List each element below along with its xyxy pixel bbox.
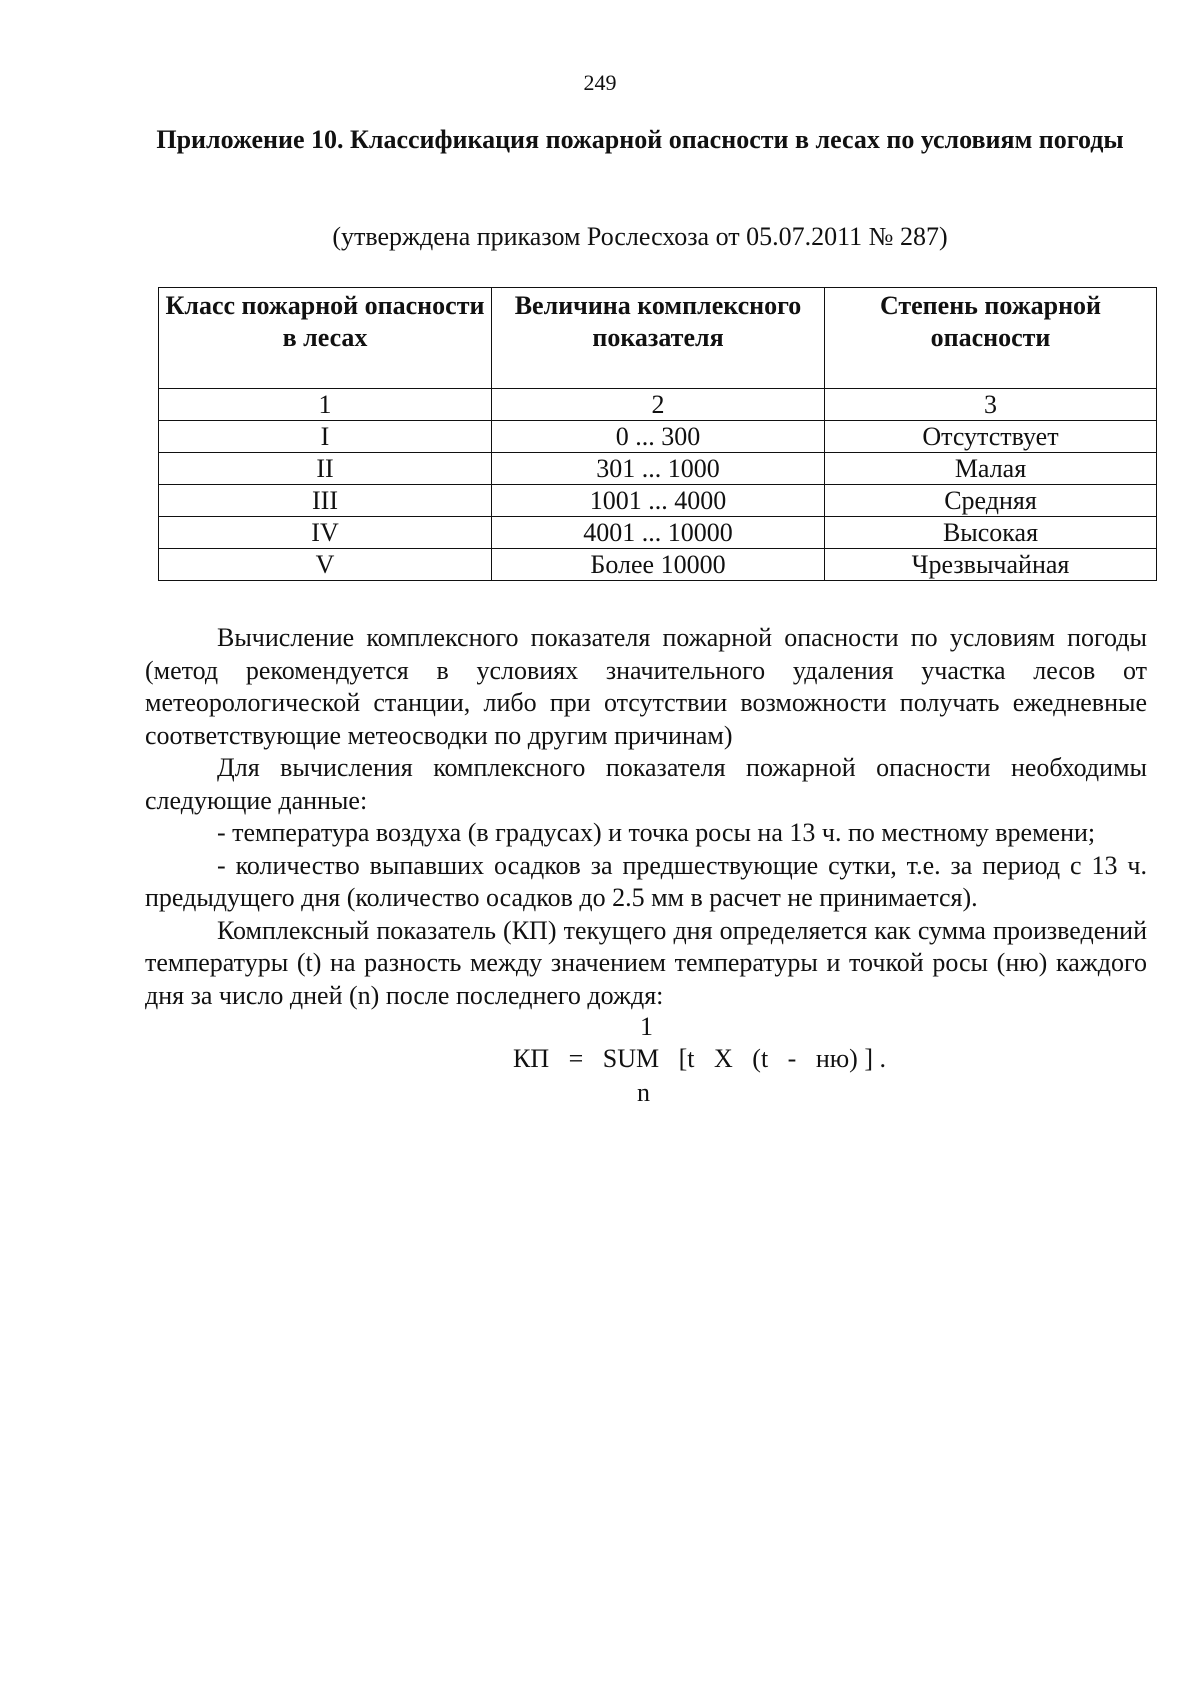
page-number: 249 [583,70,617,95]
table-cell: III [159,485,492,517]
paragraph: Вычисление комплексного показателя пожарной опасности по условиям погоды (метод рекомендуется в условиях значительного удаления участка лесов от метеорологической станции, либо при отсутствии возможности получать ежедневные соответствующие метеосводки по другим причинам) [145,623,1147,750]
paragraph: - количество выпавших осадков за предшествующие сутки, т.е. за период с 13 ч. предыдущего дня (количество осадков до 2.5 мм в расчет не принимается). [145,850,1147,912]
table-cell: 301 ... 1000 [492,453,825,485]
table-cell: IV [159,517,492,549]
table-cell: Средняя [825,485,1157,517]
table-cell: Отсутствует [825,421,1157,453]
page-title: Приложение 10. Классификация пожарной опасности в лесах по условиям погоды [156,125,1124,154]
table-header-cell: Степень пожарной опасности [825,288,1157,389]
table-cell: 0 ... 300 [492,421,825,453]
fire-danger-table [158,287,1157,581]
table-cell: 2 [492,389,825,421]
table-cell: Более 10000 [492,549,825,581]
table-cell: 3 [825,389,1157,421]
table-header-cell: Класс пожарной опасности в лесах [159,288,492,389]
table-header-cell: Величина комплексного показателя [492,288,825,389]
table-header-row [159,288,1157,389]
formula: КП = SUM [t X (t - ню) ] . [513,1044,886,1073]
table-cell: I [159,421,492,453]
table-cell: 1001 ... 4000 [492,485,825,517]
table-cell: V [159,549,492,581]
table-row [159,421,1157,453]
table-row [159,453,1157,485]
table-row [159,549,1157,581]
table-cell: Высокая [825,517,1157,549]
table-cell: Малая [825,453,1157,485]
table-row [159,485,1157,517]
table-row [159,517,1157,549]
formula-upper-limit: 1 [640,1012,653,1041]
paragraph: - температура воздуха (в градусах) и точка росы на 13 ч. по местному времени; [217,818,1096,847]
paragraph: Комплексный показатель (КП) текущего дня определяется как сумма произведений температуры (t) на разность между значением температуры и точкой росы (ню) каждого дня за число дней (n) после последнего дождя: [145,915,1147,1010]
table-cell: II [159,453,492,485]
table-cell: 4001 ... 10000 [492,517,825,549]
table-row [159,389,1157,421]
table-cell: 1 [159,389,492,421]
paragraph: Для вычисления комплексного показателя пожарной опасности необходимы следующие данные: [145,753,1147,815]
page-subtitle: (утверждена приказом Рослесхоза от 05.07.2011 № 287) [332,222,948,251]
formula-lower-limit: n [637,1078,650,1107]
table-cell: Чрезвычайная [825,549,1157,581]
body-text [145,622,1147,1012]
